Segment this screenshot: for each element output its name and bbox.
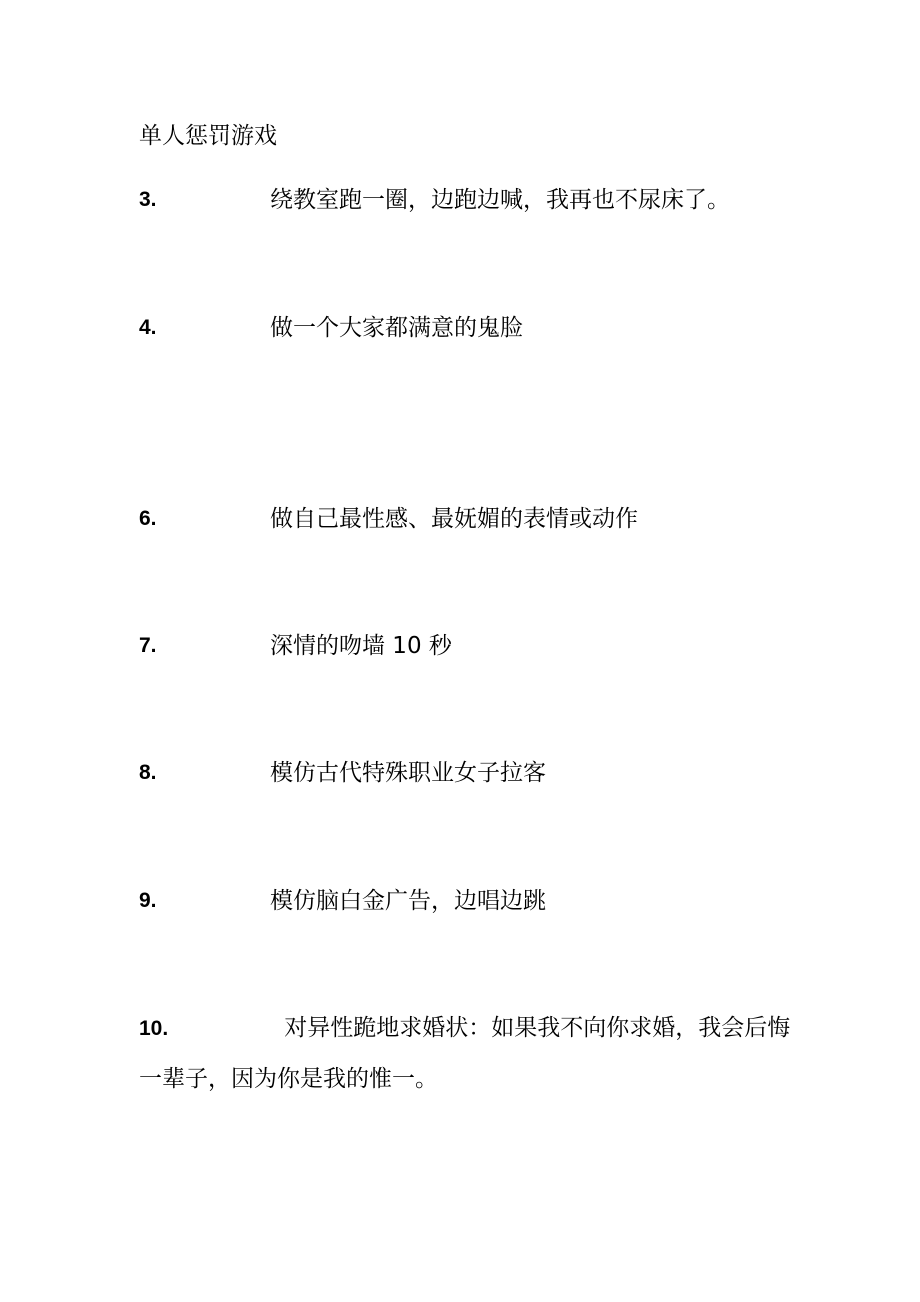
item-number: 10. — [139, 1017, 169, 1040]
document-title: 单人惩罚游戏 — [139, 123, 277, 149]
item-number: 7. — [139, 634, 157, 657]
item-number: 6. — [139, 507, 157, 530]
item-number: 3. — [139, 188, 157, 211]
item-text: 做一个大家都满意的鬼脸 — [270, 315, 523, 341]
list-item — [139, 1003, 799, 1104]
item-text: 模仿古代特殊职业女子拉客 — [270, 760, 546, 786]
item-text: 做自己最性感、最妩媚的表情或动作 — [270, 506, 638, 532]
item-text: 对异性跪地求婚状：如果我不向你求婚，我会后悔一辈子，因为你是我的惟一。 — [139, 1015, 791, 1092]
item-text: 深情的吻墙 10 秒 — [270, 633, 452, 659]
item-number: 9. — [139, 889, 157, 912]
item-number: 4. — [139, 316, 157, 339]
item-text: 绕教室跑一圈，边跑边喊，我再也不尿床了。 — [270, 187, 730, 213]
item-text: 模仿脑白金广告，边唱边跳 — [270, 888, 546, 914]
item-number: 8. — [139, 761, 157, 784]
